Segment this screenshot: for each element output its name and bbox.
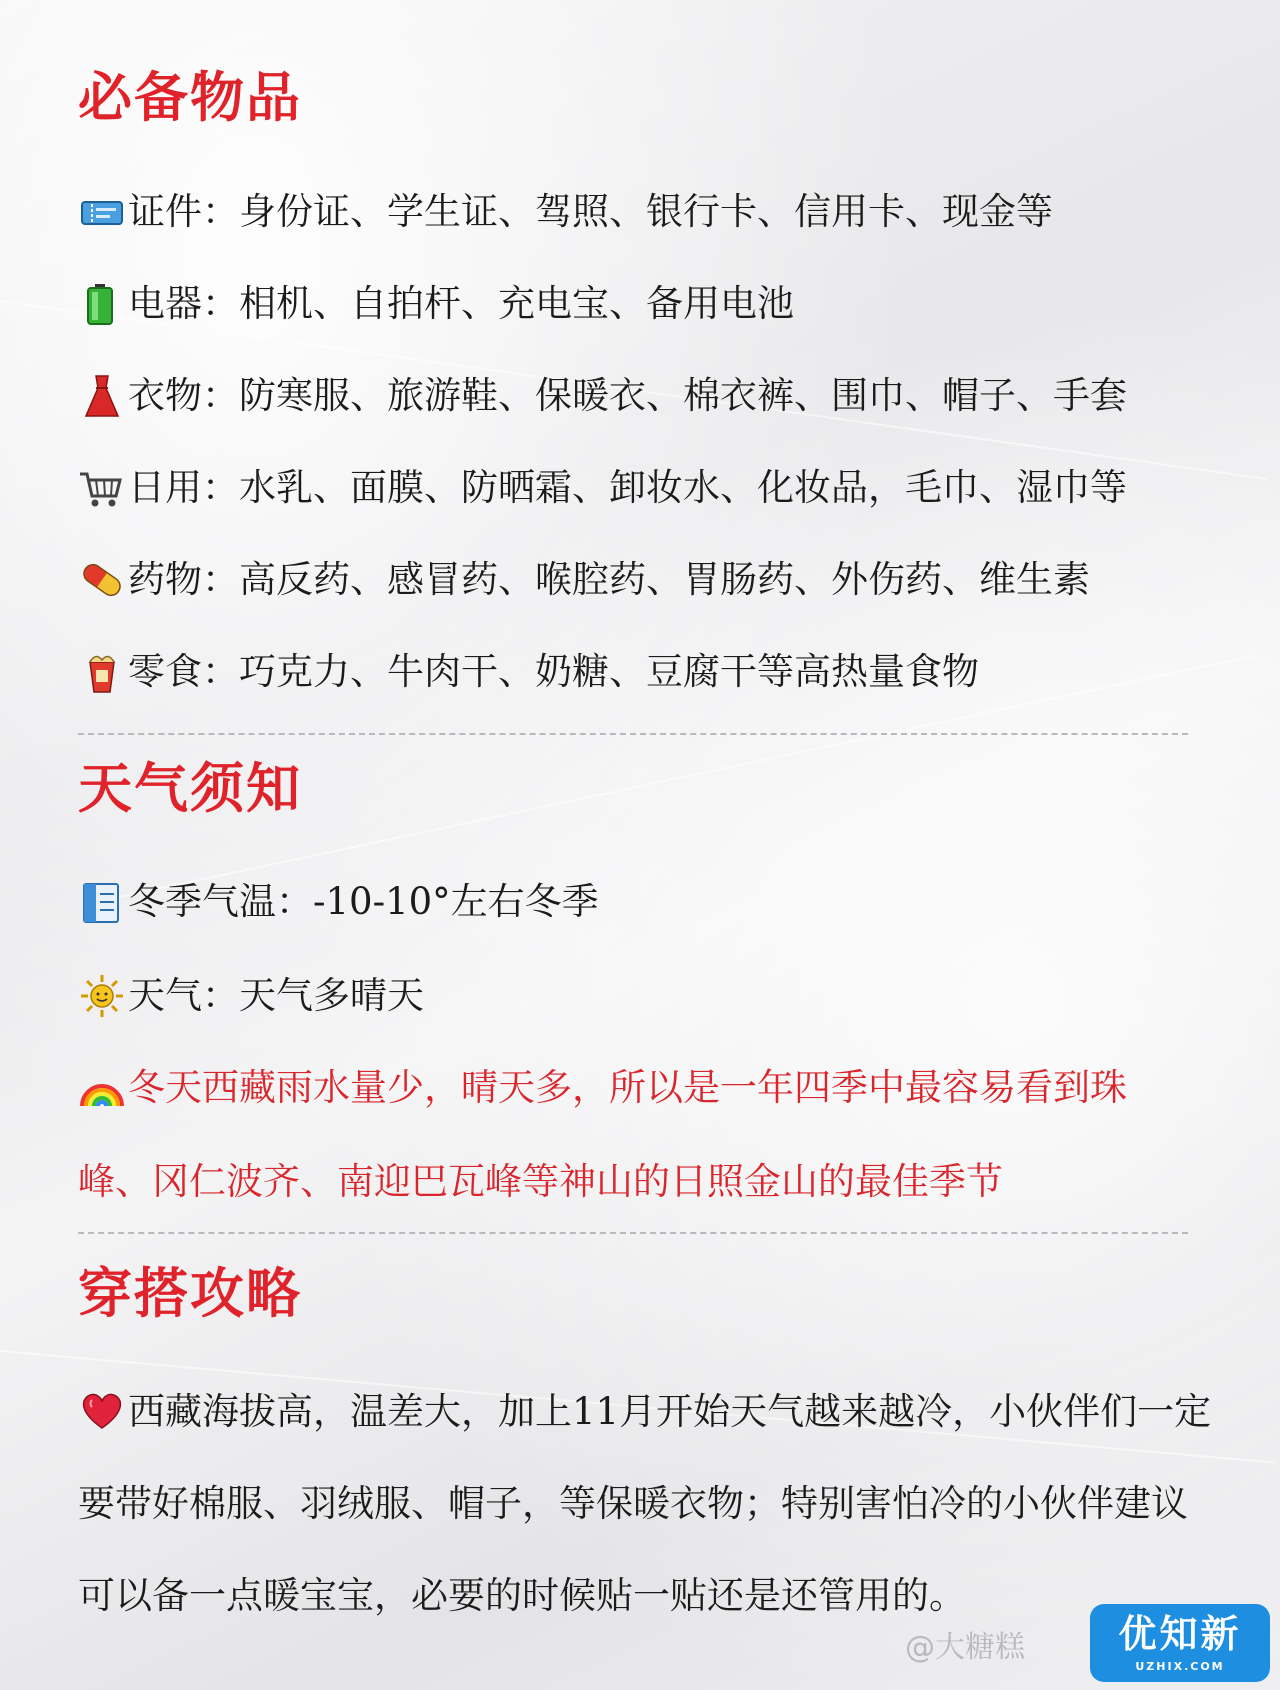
essentials-item-snacks: [78, 650, 979, 694]
essentials-item-text: 证件：身份证、学生证、驾照、银行卡、信用卡、现金等: [128, 190, 1053, 233]
pill-icon: [78, 558, 128, 602]
shopping-cart-icon: [78, 466, 128, 510]
logo-main-text: 优知新: [1118, 1612, 1242, 1656]
weather-highlight-text: 峰、冈仁波齐、南迎巴瓦峰等神山的日照金山的最佳季节: [78, 1160, 1003, 1203]
essentials-item-text: 药物：高反药、感冒药、喉腔药、胃肠药、外伤药、维生素: [128, 558, 1090, 601]
outfit-paragraph: [78, 1366, 1218, 1642]
weather-highlight-line-1: [78, 1066, 1127, 1110]
essentials-item-text: 零食：巧克力、牛肉干、奶糖、豆腐干等高热量食物: [128, 650, 979, 693]
calendar-icon: [78, 880, 128, 924]
weather-item-text: 天气：天气多晴天: [128, 974, 424, 1017]
essentials-item-text: 日用：水乳、面膜、防晒霜、卸妆水、化妆品，毛巾、湿巾等: [128, 466, 1127, 509]
essentials-item-electronics: [78, 282, 794, 326]
watermark: @大糖糕: [905, 1630, 1025, 1665]
rainbow-icon: [78, 1066, 128, 1110]
section-divider: [78, 1232, 1188, 1234]
dress-icon: [78, 374, 128, 418]
logo-sub-text: UZHIX.COM: [1135, 1660, 1225, 1673]
weather-item-temperature: [78, 880, 599, 924]
essentials-item-daily: [78, 466, 1127, 510]
essentials-item-text: 电器：相机、自拍杆、充电宝、备用电池: [128, 282, 794, 325]
essentials-item-text: 衣物：防寒服、旅游鞋、保暖衣、棉衣裤、围巾、帽子、手套: [128, 374, 1127, 417]
weather-item-text: 冬季气温：-10-10°左右冬季: [128, 880, 599, 923]
essentials-item-clothing: [78, 374, 1127, 418]
snack-bag-icon: [78, 650, 128, 694]
section-heading-essentials: 必备物品: [78, 66, 302, 129]
essentials-item-documents: [78, 190, 1053, 234]
weather-highlight-text: 冬天西藏雨水量少，晴天多，所以是一年四季中最容易看到珠: [128, 1066, 1127, 1109]
heart-icon: [78, 1374, 128, 1418]
battery-icon: [78, 282, 128, 326]
ticket-icon: [78, 190, 128, 234]
weather-highlight-line-2: [78, 1160, 1003, 1204]
weather-item-conditions: [78, 974, 424, 1018]
site-logo: [1090, 1604, 1270, 1682]
section-divider: [78, 733, 1188, 735]
sun-icon: [78, 974, 128, 1018]
essentials-item-medicine: [78, 558, 1090, 602]
outfit-text: 西藏海拔高，温差大，加上11月开始天气越来越冷，小伙伴们一定要带好棉服、羽绒服、帽子，等保暖衣物；特别害怕冷的小伙伴建议可以备一点暖宝宝，必要的时候贴一贴还是还管用的。: [78, 1390, 1212, 1617]
section-heading-weather: 天气须知: [78, 757, 302, 820]
section-heading-outfit: 穿搭攻略: [78, 1262, 302, 1325]
